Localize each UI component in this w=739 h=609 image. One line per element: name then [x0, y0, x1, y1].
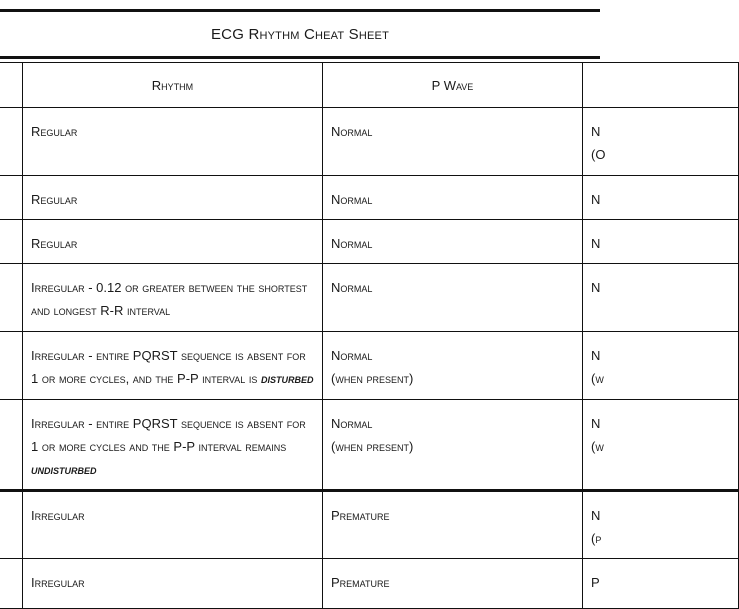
rhythm-cell [23, 220, 323, 264]
p-wave-cell [323, 220, 583, 264]
p-wave-text: Normal [331, 124, 373, 139]
p-wave-text: Normal [331, 236, 373, 251]
header-next [583, 63, 739, 108]
next-column-text: N [591, 280, 601, 295]
p-wave-text: Normal [331, 192, 373, 207]
next-column-cell [583, 176, 739, 220]
table-row [0, 264, 739, 332]
rhythm-cell [23, 559, 323, 609]
header-row [0, 63, 739, 108]
table-row [0, 559, 739, 609]
next-column-text: N [591, 192, 601, 207]
row-label-cell [0, 264, 23, 332]
table-row [0, 108, 739, 176]
p-wave-cell [323, 491, 583, 559]
table-row [0, 220, 739, 264]
p-wave-cell [323, 332, 583, 400]
p-wave-cell [323, 264, 583, 332]
next-column-text: N [591, 236, 601, 251]
rhythm-cell [23, 491, 323, 559]
row-label-cell [0, 332, 23, 400]
p-wave-cell [323, 108, 583, 176]
row-label-cell [0, 220, 23, 264]
rhythm-text: Irregular [31, 575, 85, 590]
next-column-text: N [591, 508, 601, 523]
rhythm-text: Irregular - entire PQRST sequence is absent for 1 or more cycles, and the P-P interval is [31, 348, 306, 386]
p-wave-cell [323, 400, 583, 491]
next-column-text: N [591, 348, 601, 363]
table-row [0, 491, 739, 559]
next-column-text: (w [591, 371, 604, 386]
rhythm-table [0, 62, 739, 609]
rhythm-cell [23, 264, 323, 332]
next-column-cell [583, 491, 739, 559]
p-wave-text: Normal [331, 348, 373, 363]
next-column-text: P [591, 575, 600, 590]
rhythm-cell [23, 332, 323, 400]
table-row [0, 400, 739, 491]
rhythm-text: Irregular - 0.12 or greater between the shortest and longest R-R interval [31, 280, 308, 318]
p-wave-cell [323, 176, 583, 220]
header-p-wave: P Wave [323, 63, 583, 108]
next-column-cell [583, 400, 739, 491]
rhythm-cell [23, 108, 323, 176]
next-column-text: (O [591, 147, 606, 162]
next-column-text: (p [591, 531, 602, 546]
next-column-cell [583, 559, 739, 609]
row-label-cell [0, 176, 23, 220]
p-wave-text: (when present) [331, 439, 414, 454]
next-column-text: (w [591, 439, 604, 454]
p-wave-text: Premature [331, 508, 390, 523]
table-row [0, 176, 739, 220]
rhythm-emphasis: undisturbed [31, 462, 97, 477]
next-column-text: N [591, 416, 601, 431]
next-column-cell [583, 332, 739, 400]
header-cell-left [0, 63, 23, 108]
header-rhythm: Rhythm [23, 63, 323, 108]
next-column-cell [583, 108, 739, 176]
row-label-cell [0, 108, 23, 176]
rhythm-cell [23, 176, 323, 220]
p-wave-text: Normal [331, 280, 373, 295]
row-label-cell [0, 491, 23, 559]
rhythm-text: Irregular [31, 508, 85, 523]
p-wave-text: (when present) [331, 371, 414, 386]
row-label-cell [0, 559, 23, 609]
rhythm-cell [23, 400, 323, 491]
p-wave-text: Normal [331, 416, 373, 431]
next-column-text: N [591, 124, 601, 139]
rhythm-text: Irregular - entire PQRST sequence is absent for 1 or more cycles and the P-P interval remains [31, 416, 306, 454]
p-wave-text: Premature [331, 575, 390, 590]
p-wave-cell [323, 559, 583, 609]
rhythm-text: Regular [31, 124, 78, 139]
table-row [0, 332, 739, 400]
rhythm-text: Regular [31, 236, 78, 251]
next-column-cell [583, 264, 739, 332]
row-label-cell [0, 400, 23, 491]
next-column-cell [583, 220, 739, 264]
rhythm-text: Regular [31, 192, 78, 207]
sheet-title: ECG Rhythm Cheat Sheet [0, 9, 600, 59]
rhythm-emphasis: disturbed [261, 371, 314, 386]
